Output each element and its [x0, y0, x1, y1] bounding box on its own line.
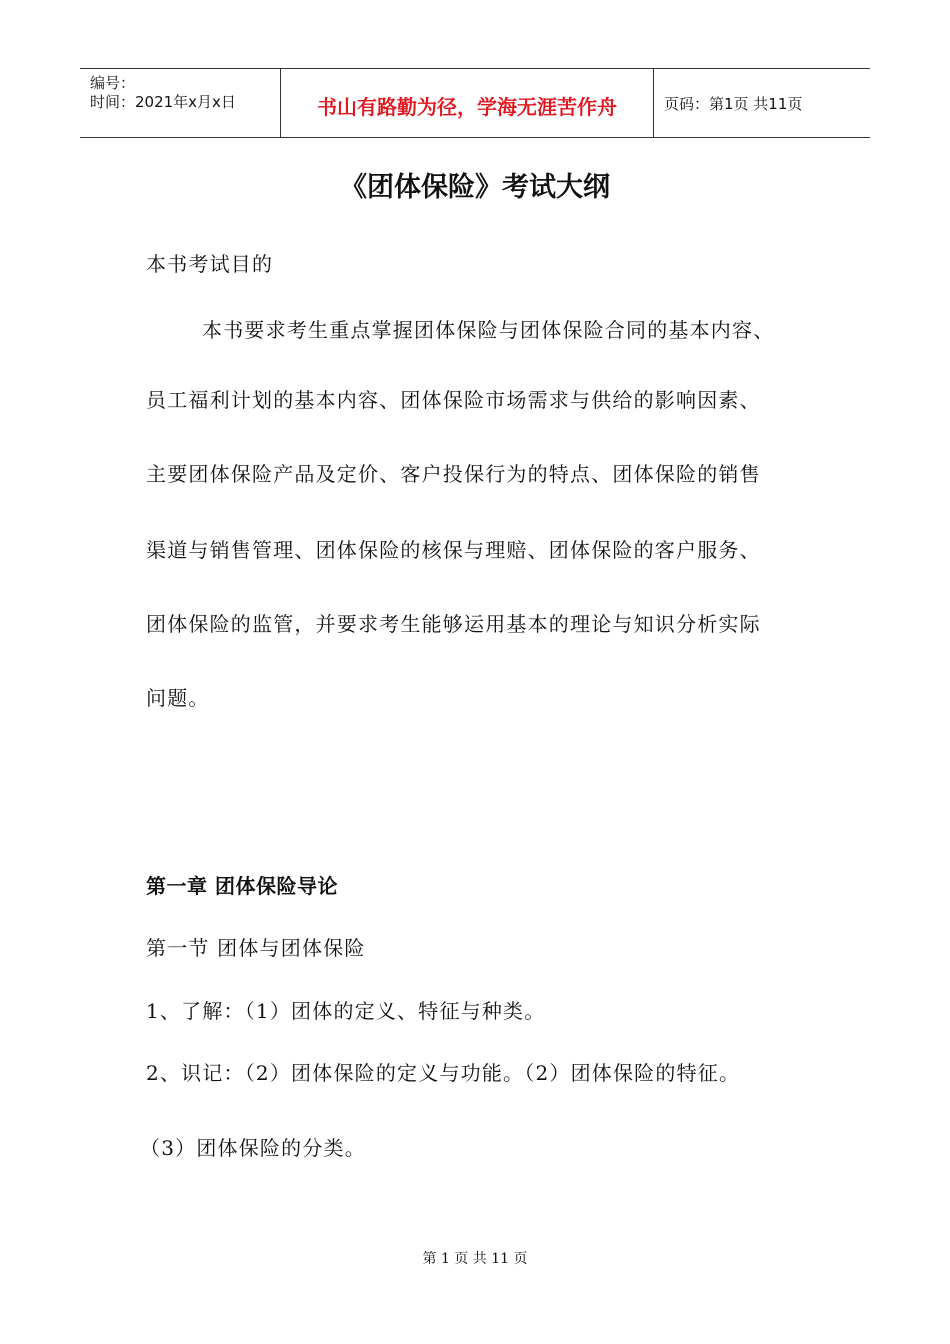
list-item: （3）团体保险的分类。 — [140, 1136, 366, 1160]
purpose-heading: 本书考试目的 — [146, 252, 274, 276]
header-motto-cell — [280, 69, 654, 137]
document-title: 《团体保险》考试大纲 — [340, 172, 610, 203]
header-motto: 书山有路勤为径，学海无涯苦作舟 — [317, 95, 617, 119]
paragraph-line: 主要团体保险产品及定价、客户投保行为的特点、团体保险的销售 — [146, 462, 761, 486]
header-date: 时间：2021年x月x日 — [90, 93, 236, 111]
header-page-info: 页码：第1页 共11页 — [664, 95, 803, 113]
paragraph-line: 本书要求考生重点掌握团体保险与团体保险合同的基本内容、 — [202, 318, 775, 342]
page-footer: 第 1 页 共 11 页 — [422, 1251, 528, 1267]
section-heading: 第一节 团体与团体保险 — [146, 936, 366, 960]
chapter-heading: 第一章 团体保险导论 — [146, 874, 338, 898]
header-meta-cell — [80, 69, 280, 137]
paragraph-line: 员工福利计划的基本内容、团体保险市场需求与供给的影响因素、 — [146, 388, 761, 412]
list-item: 2、识记：（2）团体保险的定义与功能。（2）团体保险的特征。 — [146, 1061, 741, 1085]
header-number-label: 编号： — [90, 74, 136, 92]
paragraph-line: 团体保险的监管，并要求考生能够运用基本的理论与知识分析实际 — [146, 612, 761, 636]
header-page-cell — [654, 69, 870, 137]
paragraph-line: 渠道与销售管理、团体保险的核保与理赔、团体保险的客户服务、 — [146, 538, 761, 562]
paragraph-line: 问题。 — [146, 686, 210, 710]
list-item: 1、了解：（1）团体的定义、特征与种类。 — [146, 999, 546, 1023]
page-header — [80, 68, 870, 138]
